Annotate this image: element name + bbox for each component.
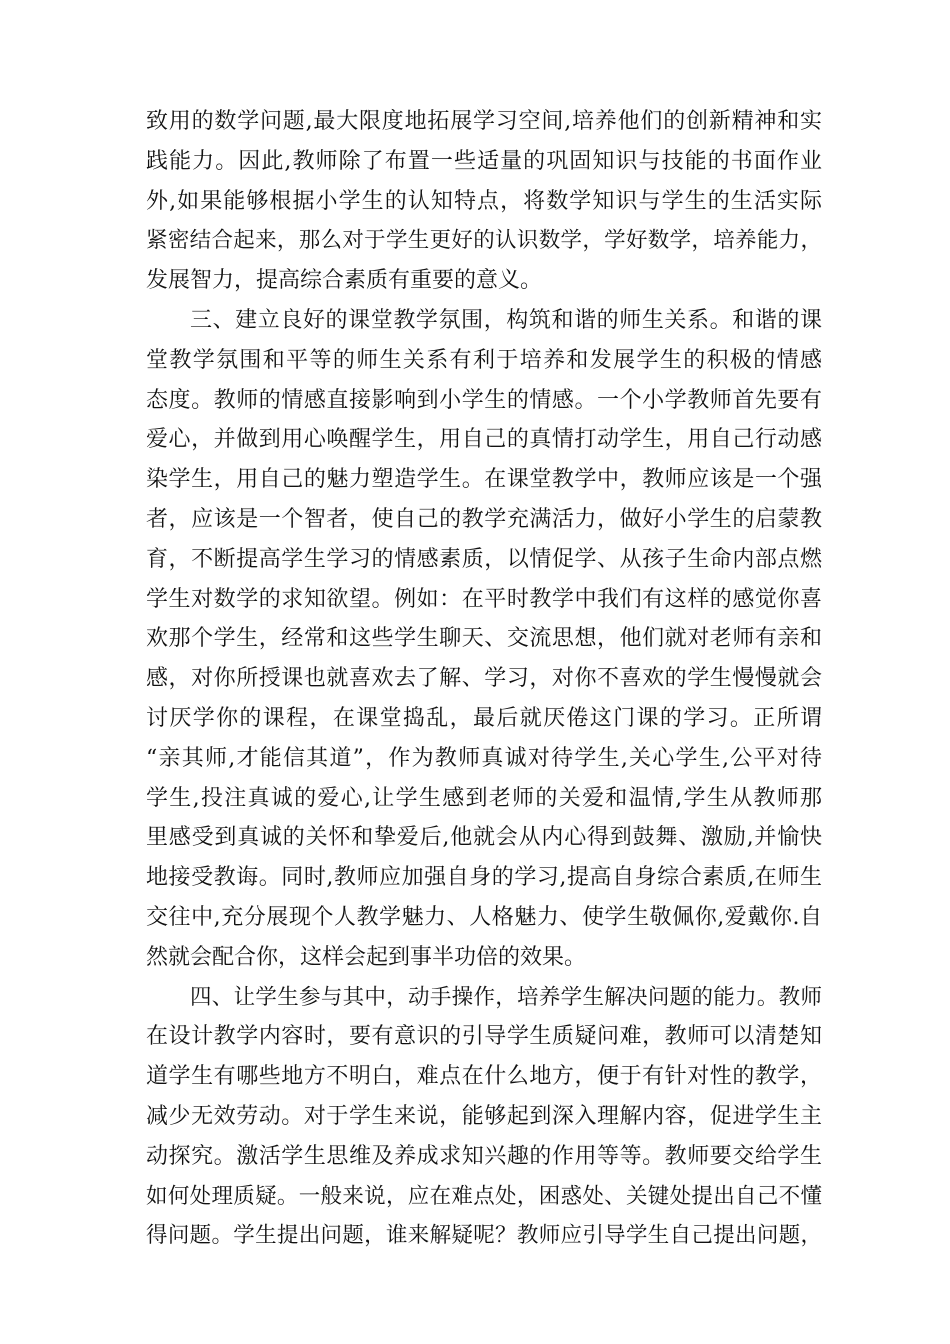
text-line: 如何处理质疑。一般来说，应在难点处，困惑处、关键处提出自己不懂: [146, 1183, 822, 1209]
text-line: 染学生，用自己的魅力塑造学生。在课堂教学中，教师应该是一个强: [146, 467, 822, 493]
text-line: 动探究。激活学生思维及养成求知兴趣的作用等等。教师要交给学生: [146, 1143, 822, 1169]
text-line: 三、建立良好的课堂教学氛围，构筑和谐的师生关系。和谐的课: [190, 307, 822, 333]
paragraph-3: [146, 978, 822, 1257]
text-line: 发展智力，提高综合素质有重要的意义。: [146, 268, 543, 294]
text-line: 感，对你所授课也就喜欢去了解、学习，对你不喜欢的学生慢慢就会: [146, 666, 822, 692]
text-line: 四、让学生参与其中，动手操作，培养学生解决问题的能力。教师: [190, 984, 822, 1010]
text-line: 道学生有哪些地方不明白，难点在什么地方，便于有针对性的教学，: [146, 1064, 822, 1090]
text-line: 学生,投注真诚的爱心,让学生感到老师的关爱和温情,学生从教师那: [146, 785, 822, 811]
text-line: 减少无效劳动。对于学生来说，能够起到深入理解内容，促进学生主: [146, 1103, 822, 1129]
paragraph-1: [146, 102, 822, 301]
text-line: 爱心，并做到用心唤醒学生，用自己的真情打动学生，用自己行动感: [146, 427, 822, 453]
text-line: 在设计教学内容时，要有意识的引导学生质疑问难，教师可以清楚知: [146, 1024, 822, 1050]
text-line: 堂教学氛围和平等的师生关系有利于培养和发展学生的积极的情感: [146, 347, 822, 373]
text-line: 致用的数学问题,最大限度地拓展学习空间,培养他们的创新精神和实: [146, 109, 822, 134]
body-text: [146, 102, 822, 1256]
text-line: 地接受教诲。同时,教师应加强自身的学习,提高自身综合素质,在师生: [146, 865, 822, 891]
text-line: “亲其师,才能信其道”，作为教师真诚对待学生,关心学生,公平对待: [146, 745, 822, 771]
text-line: 态度。教师的情感直接影响到小学生的情感。一个小学教师首先要有: [146, 387, 822, 413]
text-line: 然就会配合你，这样会起到事半功倍的效果。: [146, 944, 587, 970]
text-line: 紧密结合起来，那么对于学生更好的认识数学，学好数学，培养能力，: [146, 228, 822, 254]
text-line: 者，应该是一个智者，使自己的教学充满活力，做好小学生的启蒙教: [146, 506, 822, 532]
paragraph-2: [146, 301, 822, 978]
text-line: 欢那个学生，经常和这些学生聊天、交流思想，他们就对老师有亲和: [146, 626, 822, 652]
text-line: 得问题。学生提出问题，谁来解疑呢？教师应引导学生自己提出问题，: [146, 1223, 822, 1249]
text-line: 里感受到真诚的关怀和挚爱后,他就会从内心得到鼓舞、激励,并愉快: [146, 825, 822, 851]
text-line: 讨厌学你的课程，在课堂捣乱，最后就厌倦这门课的学习。正所谓: [146, 705, 822, 731]
text-line: 学生对数学的求知欲望。例如：在平时教学中我们有这样的感觉你喜: [146, 586, 822, 612]
text-line: 践能力。因此,教师除了布置一些适量的巩固知识与技能的书面作业: [146, 148, 822, 174]
text-line: 外,如果能够根据小学生的认知特点，将数学知识与学生的生活实际: [146, 188, 822, 214]
text-line: 育，不断提高学生学习的情感素质，以情促学、从孩子生命内部点燃: [146, 546, 822, 572]
text-line: 交往中,充分展现个人教学魅力、人格魅力、使学生敬佩你,爱戴你.自: [146, 904, 822, 930]
